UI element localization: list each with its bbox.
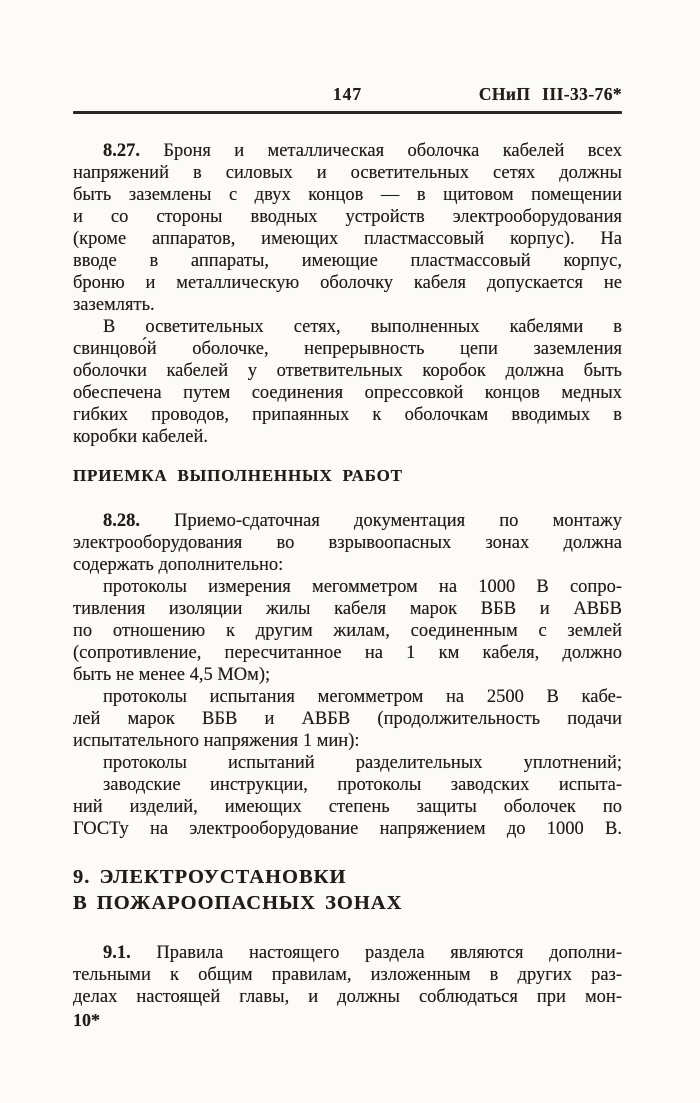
- text-line: тельными к общим правилам, изложенным в других раз-: [73, 965, 622, 985]
- text-line: содержать дополнительно:: [73, 555, 284, 575]
- text-line: по отношению к другим жилам, соединенным с землей: [73, 621, 622, 641]
- text-line: лей марок ВБВ и АВБВ (продолжительность подачи: [73, 709, 622, 729]
- paragraph-8-27-continued: [73, 316, 622, 448]
- text-line: быть не менее 4,5 МОм);: [73, 665, 271, 685]
- text-line: Правила настоящего раздела являются дополни-: [130, 943, 622, 963]
- text-line: [73, 510, 622, 532]
- heading-line: 9. ЭЛЕКТРОУСТАНОВКИ: [73, 866, 347, 888]
- text-line: делах настоящей главы, и должны соблюдаться при мон-: [73, 987, 622, 1007]
- text-line: вводе в аппараты, имеющие пластмассовый корпус,: [73, 251, 622, 271]
- text-line: напряжений в силовых и осветительных сетях должны: [73, 163, 622, 183]
- list-item-factory-instructions: [73, 774, 622, 840]
- text-line: В осветительных сетях, выполненных кабелями в: [103, 317, 622, 337]
- text-line: протоколы измерения мегомметром на 1000 В сопро-: [103, 577, 622, 597]
- list-item-protocols-1000v: [73, 576, 622, 686]
- header-divider: [73, 111, 622, 114]
- clause-number: 9.1.: [103, 943, 131, 963]
- signature-mark: 10*: [73, 1010, 100, 1030]
- text-line: оболочки кабелей у ответвительных коробок должна быть: [73, 361, 622, 381]
- text-line: и со стороны вводных устройств электрооборудования: [73, 207, 622, 227]
- text-line: испытательного напряжения 1 мин):: [73, 731, 360, 751]
- heading-acceptance-of-work: ПРИЕМКА ВЫПОЛНЕННЫХ РАБОТ: [73, 466, 403, 485]
- clause-number: 8.27.: [103, 141, 140, 161]
- clause-number: 8.28.: [103, 511, 140, 531]
- text-line: броню и металлическую оболочку кабеля допускается не: [73, 273, 622, 293]
- heading-line: В ПОЖАРООПАСНЫХ ЗОНАХ: [73, 892, 403, 914]
- text-line: ГОСТу на электрооборудование напряжением до 1000 В.: [73, 819, 622, 839]
- text-line: заземлять.: [73, 295, 155, 315]
- list-item-seal-test-protocols: [73, 752, 622, 774]
- text-line: гибких проводов, припаянных к оболочкам вводимых в: [73, 405, 622, 425]
- text-line: коробки кабелей.: [73, 427, 208, 447]
- text-line: протоколы испытаний разделительных уплотнений;: [103, 753, 622, 773]
- text-line: заводские инструкции, протоколы заводских испыта-: [103, 775, 622, 795]
- text-line: (сопротивление, пересчитанное на 1 км кабеля, должно: [73, 643, 622, 663]
- text-line: [73, 140, 622, 162]
- text-line: протоколы испытания мегомметром на 2500 В кабе-: [103, 687, 622, 707]
- list-item-protocols-2500v: [73, 686, 622, 752]
- paragraph-8-28: [73, 510, 622, 576]
- text-line: тивления изоляции жилы кабеля марок ВБВ и АВБВ: [73, 599, 622, 619]
- text-line: свинцово́й оболочке, непрерывность цепи заземления: [73, 339, 622, 359]
- page-header: [73, 0, 622, 108]
- paragraph-9-1: [73, 942, 622, 1008]
- page-number: 147: [332, 84, 363, 104]
- text-line: обеспечена путем соединения опрессовкой концов медных: [73, 383, 622, 403]
- heading-section-9: [73, 864, 622, 916]
- text-line: электрооборудования во взрывоопасных зонах должна: [73, 533, 622, 553]
- paragraph-8-27: [73, 140, 622, 316]
- text-line: (кроме аппаратов, имеющих пластмассовый корпус). На: [73, 229, 622, 249]
- text-line: ний изделий, имеющих степень защиты оболочек по: [73, 797, 622, 817]
- document-code: СНиП III-33-76*: [478, 84, 622, 104]
- text-line: Броня и металлическая оболочка кабелей всех: [140, 141, 622, 161]
- text-line: Приемо-сдаточная документация по монтажу: [140, 511, 622, 531]
- text-line: быть заземлены с двух концов — в щитовом помещении: [73, 185, 622, 205]
- text-line: [73, 942, 622, 964]
